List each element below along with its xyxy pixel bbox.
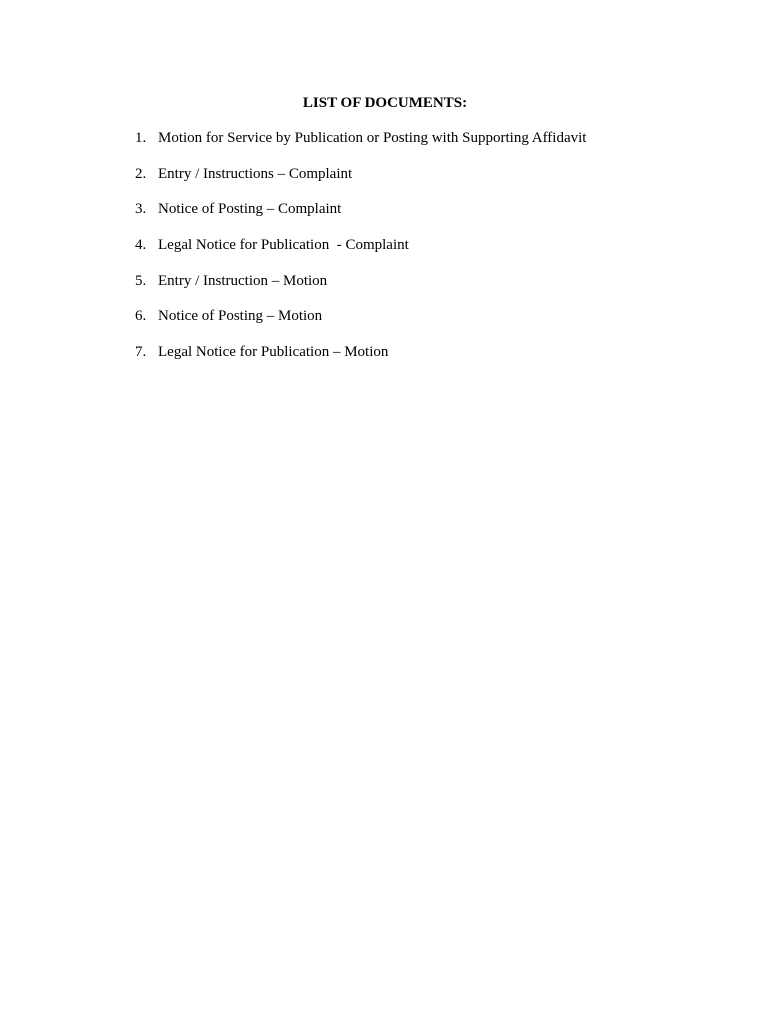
document-title: LIST OF DOCUMENTS: <box>302 95 468 111</box>
document-list <box>135 128 586 378</box>
list-item <box>135 128 586 164</box>
list-item-text: Motion for Service by Publication or Posting with Supporting Affidavit <box>158 130 587 146</box>
list-item <box>135 306 586 342</box>
list-item-number: 2. <box>135 165 147 182</box>
list-item <box>135 342 586 378</box>
list-item-text: Entry / Instruction – Motion <box>158 272 328 289</box>
list-item-number: 3. <box>135 201 147 218</box>
list-item-text: Legal Notice for Publication - Complaint <box>158 237 409 254</box>
list-item <box>135 271 586 307</box>
list-item-number: 6. <box>135 308 147 325</box>
list-item <box>135 164 586 200</box>
list-item-number: 4. <box>135 237 147 254</box>
list-item-text: Legal Notice for Publication – Motion <box>158 344 389 361</box>
list-item-number: 7. <box>135 344 147 361</box>
list-item-text: Notice of Posting – Complaint <box>158 201 342 218</box>
list-item-number: 1. <box>135 130 147 146</box>
list-item <box>135 199 586 235</box>
list-item <box>135 235 586 271</box>
list-item-text: Notice of Posting – Motion <box>158 308 323 325</box>
list-item-text: Entry / Instructions – Complaint <box>158 165 353 182</box>
list-item-number: 5. <box>135 272 147 289</box>
